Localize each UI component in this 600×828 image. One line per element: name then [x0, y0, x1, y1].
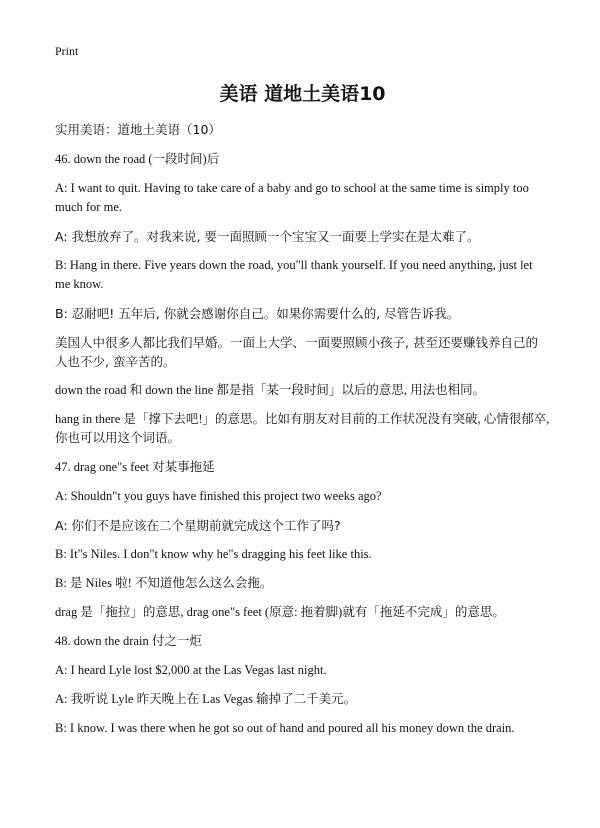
paragraph: 48. down the drain 付之一炬 — [55, 634, 202, 648]
paragraph: B: It"s Niles. I don"t know why he"s dragging his feet like this. — [55, 547, 372, 561]
paragraph: A: Shouldn"t you guys have finished this project two weeks ago? — [55, 489, 382, 503]
document-subtitle: 实用美语：道地土美语（10） — [55, 122, 221, 137]
paragraph: A: 我想放弃了。对我来说, 要一面照顾一个宝宝又一面要上学实在是太难了。 — [55, 229, 480, 244]
paragraph: B: 是 Niles 啦! 不知道他怎么这么会拖。 — [55, 576, 273, 590]
paragraph: B: I know. I was there when he got so out of hand and poured all his money down the drain. — [55, 721, 515, 735]
paragraph: A: I want to quit. Having to take care of a baby and go to school at the same time is simply too much for me. — [55, 181, 529, 214]
paragraph: hang in there 是「撑下去吧!」的意思。比如有朋友对目前的工作状况没有突破, 心情很郁卒, 你也可以用这个词语。 — [55, 412, 550, 445]
paragraph: 47. drag one"s feet 对某事拖延 — [55, 460, 215, 474]
print-label[interactable]: Print — [55, 44, 79, 58]
paragraph: drag 是「拖拉」的意思, drag one"s feet (原意: 拖着脚)就有「拖延不完成」的意思。 — [55, 605, 505, 619]
paragraph: A: 你们不是应该在二个星期前就完成这个工作了吗? — [55, 518, 341, 533]
paragraph: A: 我听说 Lyle 昨天晚上在 Las Vegas 输掉了二千美元。 — [55, 692, 357, 706]
paragraph: 美国人中很多人都比我们早婚。一面上大学、一面要照顾小孩子, 甚至还要赚钱养自己的人也不少, 蛮辛苦的。 — [55, 335, 538, 369]
paragraph: down the road 和 down the line 都是指「某一段时间」以后的意思, 用法也相同。 — [55, 383, 486, 397]
document-title: 美语 道地土美语10 — [219, 83, 386, 105]
paragraph: B: Hang in there. Five years down the road, you"ll thank yourself. If you need anything, just let me know. — [55, 258, 533, 291]
paragraph: B: 忍耐吧! 五年后, 你就会感谢你自己。如果你需要什么的, 尽管告诉我。 — [55, 306, 460, 321]
paragraph: 46. down the road (一段时间)后 — [55, 152, 220, 166]
paragraph: A: I heard Lyle lost $2,000 at the Las Vegas last night. — [55, 663, 327, 677]
document-body — [55, 150, 550, 738]
